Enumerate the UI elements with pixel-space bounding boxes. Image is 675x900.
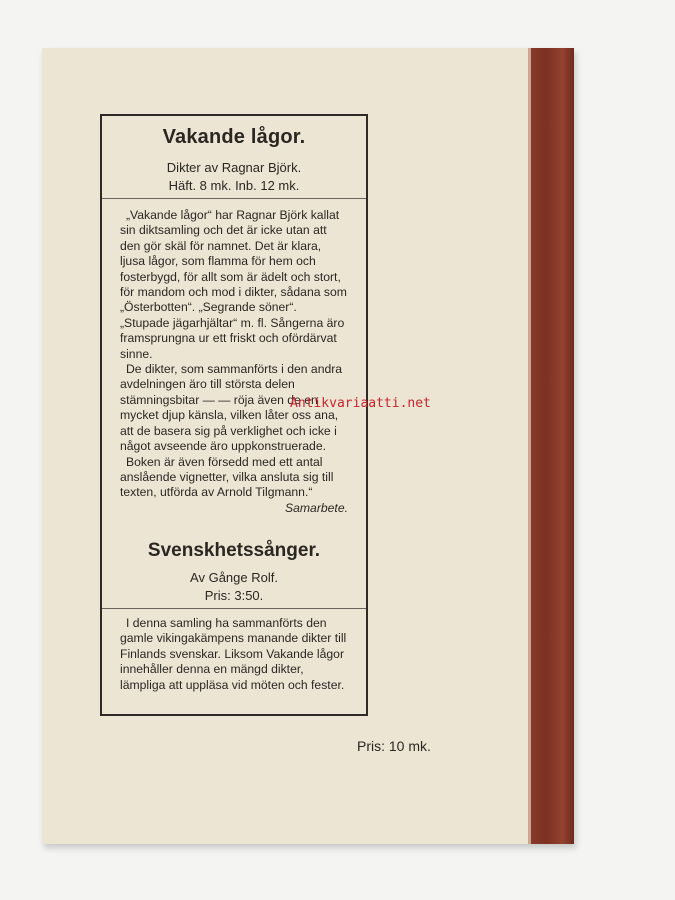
advertisement-box xyxy=(100,114,368,716)
ad-paragraph: De dikter, som sammanförts i den andra avdelningen äro till största delen stämningsbitar — — röja även de en mycket djup känsla, vilken låter oss ana, att de basera sig på verklighet och icke i något avseende äro uppkonstruerade. xyxy=(120,362,343,454)
ad-title-vakande-lagor: Vakande lågor. xyxy=(162,126,306,148)
ad-price-1: Häft. 8 mk. Inb. 12 mk. xyxy=(168,178,300,193)
divider-line xyxy=(102,198,366,199)
cover-paper xyxy=(42,48,528,844)
ad-paragraph: I denna samling ha sammanförts den gamle vikingakämpens manande dikter till Finlands svenskar. Liksom Vakande lågor innehåller denna en mängd dikter, lämpliga att uppläsa vid möten och fester. xyxy=(120,616,347,692)
ad-description-1 xyxy=(120,208,348,516)
ad-paragraph: „Vakande lågor“ har Ragnar Björk kallat sin diktsamling och det är icke utan att den gör skäl för namnet. Det är klara, ljusa lågor, som flamma för hem och fosterbygd, för allt som är ädelt och stort, för mandom och mod i dikter, sådana som „Österbotten“. „Segrande söner“. „Stupade jägarhjältar“ m. fl. Sångerna äro framsprungna ur ett friskt och ofördärvat sinne. xyxy=(120,208,347,361)
ad-signature: Samarbete. xyxy=(284,500,348,515)
watermark-text: Antikvariaatti.net xyxy=(290,396,431,411)
spine-edge xyxy=(528,48,531,844)
divider-line xyxy=(102,608,366,609)
ad-byline-1: Dikter av Ragnar Björk. xyxy=(166,160,302,175)
ad-price-2: Pris: 3:50. xyxy=(204,588,264,603)
ad-byline-2: Av Gånge Rolf. xyxy=(190,570,278,585)
ad-description-2 xyxy=(120,616,348,693)
ad-paragraph: Boken är även försedd med ett antal anslående vignetter, vilka ansluta sig till texten, utförda av Arnold Tilgmann.“ xyxy=(120,454,334,500)
ad-title-svenskhetssanger: Svenskhetssånger. xyxy=(147,540,321,561)
book-price: Pris: 10 mk. xyxy=(357,738,431,754)
book-back-cover xyxy=(42,48,574,844)
book-spine xyxy=(528,48,574,844)
